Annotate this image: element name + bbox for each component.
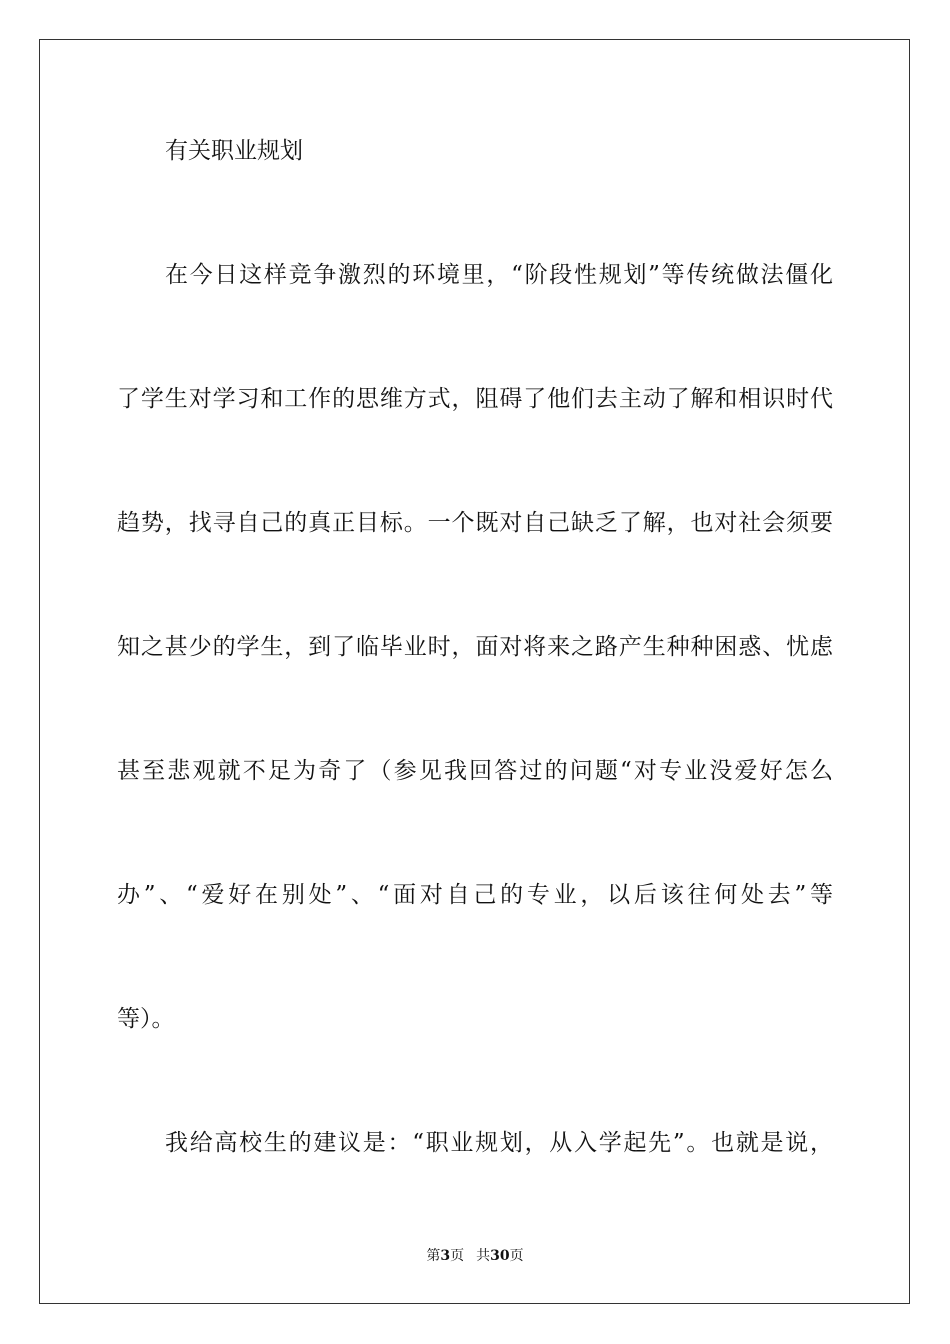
footer-total-pages: 30 [490,1248,510,1264]
footer-total-suffix: 页 [509,1248,524,1264]
paragraph-line: 了学生对学习和工作的思维方式，阻碍了他们去主动了解和相识时代 [117,386,833,412]
footer-page-suffix: 页 [450,1248,465,1264]
paragraph-line: 在今日这样竞争激烈的环境里，“阶段性规划”等传统做法僵化 [165,262,833,288]
paragraph-line: 甚至悲观就不足为奇了（参见我回答过的问题“对专业没爱好怎么 [117,758,833,784]
page-footer [0,1247,950,1265]
paragraph-line: 趋势，找寻自己的真正目标。一个既对自己缺乏了解，也对社会须要 [117,510,833,536]
paragraph-line: 知之甚少的学生，到了临毕业时，面对将来之路产生种种困惑、忧虑 [117,634,833,660]
page-border [39,39,910,1304]
footer-page-number: 3 [440,1248,451,1264]
footer-total-prefix: 共 [476,1248,491,1264]
paragraph-line: 我给高校生的建议是：“职业规划，从入学起先”。也就是说， [165,1130,833,1156]
paragraph-line: 等）。 [117,1006,175,1032]
document-title: 有关职业规划 [165,138,303,164]
footer-page-prefix: 第 [426,1248,441,1264]
paragraph-line: 办”、“爱好在别处”、“面对自己的专业，以后该往何处去”等 [117,882,833,908]
